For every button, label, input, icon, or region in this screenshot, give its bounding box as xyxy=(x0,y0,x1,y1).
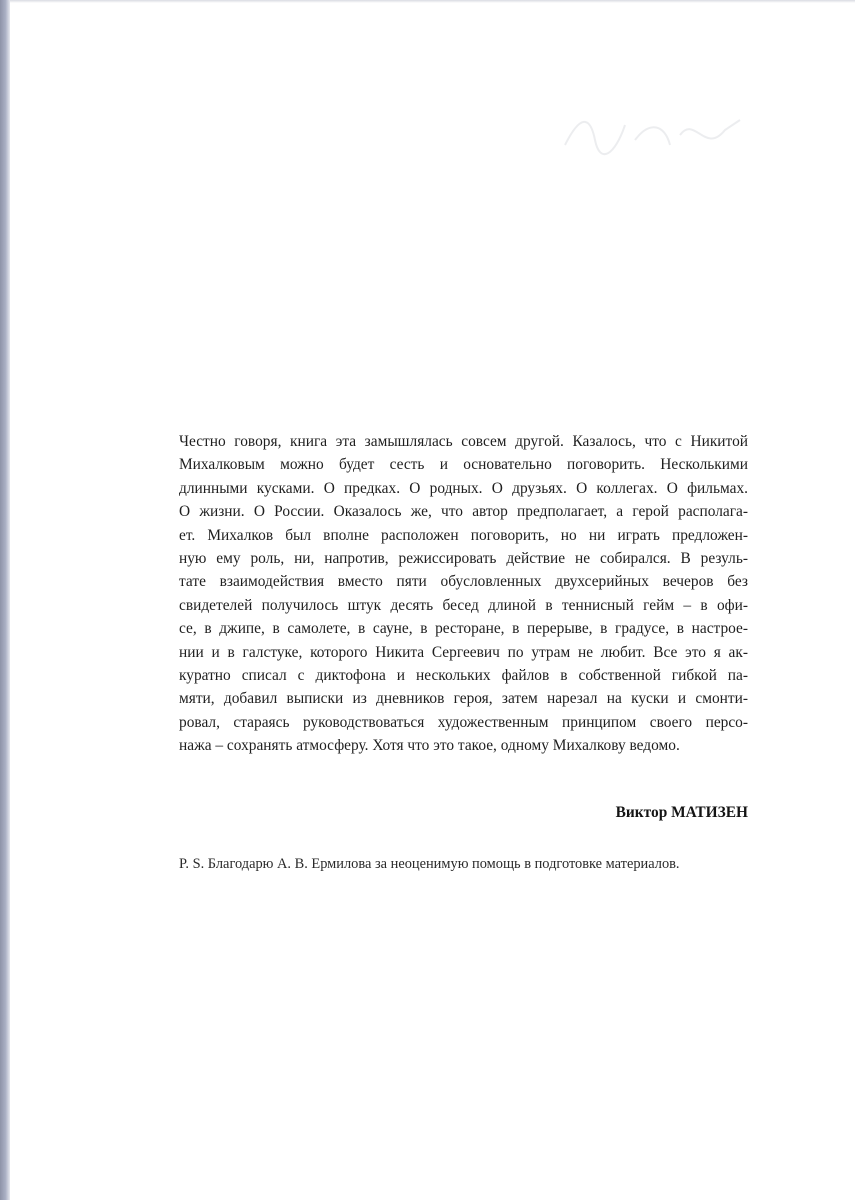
paragraph-line: ет. Михалков был вполне расположен поговорить, но ни играть предложен- xyxy=(179,526,748,544)
paragraph-line: куратно списал с диктофона и нескольких файлов в собственной гибкой па- xyxy=(179,667,748,685)
postscript-note: P. S. Благодарю А. В. Ермилова за неоценимую помощь в подготовке материалов. xyxy=(179,856,680,872)
paragraph-line: длинными кусками. О предках. О родных. О друзьях. О коллегах. О фильмах. xyxy=(179,479,748,497)
paragraph-line: мяти, добавил выписки из дневников героя, затем нарезал на куски и смонти- xyxy=(179,690,748,708)
paragraph-line: Михалковым можно будет сесть и основательно поговорить. Несколькими xyxy=(179,456,748,474)
paragraph-line: Честно говоря, книга эта замышлялась совсем другой. Казалось, что с Никитой xyxy=(179,433,748,450)
bleed-through-marks xyxy=(555,95,755,165)
author-signature: Виктор МАТИЗЕН xyxy=(615,804,748,821)
paragraph-line: ную ему роль, ни, напротив, режиссировать действие не собирался. В резуль- xyxy=(179,550,748,568)
paragraph-line: свидетелей получилось штук десять бесед длиной в теннисный гейм – в офи- xyxy=(179,596,748,614)
scan-top-shadow xyxy=(10,0,855,3)
paragraph-line: нии и в галстуке, которого Никита Сергеевич по утрам не любит. Все это я ак- xyxy=(179,643,748,661)
paragraph-line: ровал, стараясь руководствоваться художественным принципом своего персо- xyxy=(179,713,748,731)
scan-edge-shadow xyxy=(0,0,10,1200)
paragraph-line: нажа – сохранять атмосферу. Хотя что это такое, одному Михалкову ведомо. xyxy=(179,737,680,755)
paragraph-line: О жизни. О России. Оказалось же, что автор предполагает, а герой располага- xyxy=(179,503,748,521)
paragraph-line: се, в джипе, в самолете, в сауне, в ресторане, в перерыве, в градусе, в настрое- xyxy=(179,620,748,638)
body-paragraph xyxy=(179,430,748,758)
paragraph-line: тате взаимодействия вместо пяти обусловленных двухсерийных вечеров без xyxy=(179,573,748,591)
